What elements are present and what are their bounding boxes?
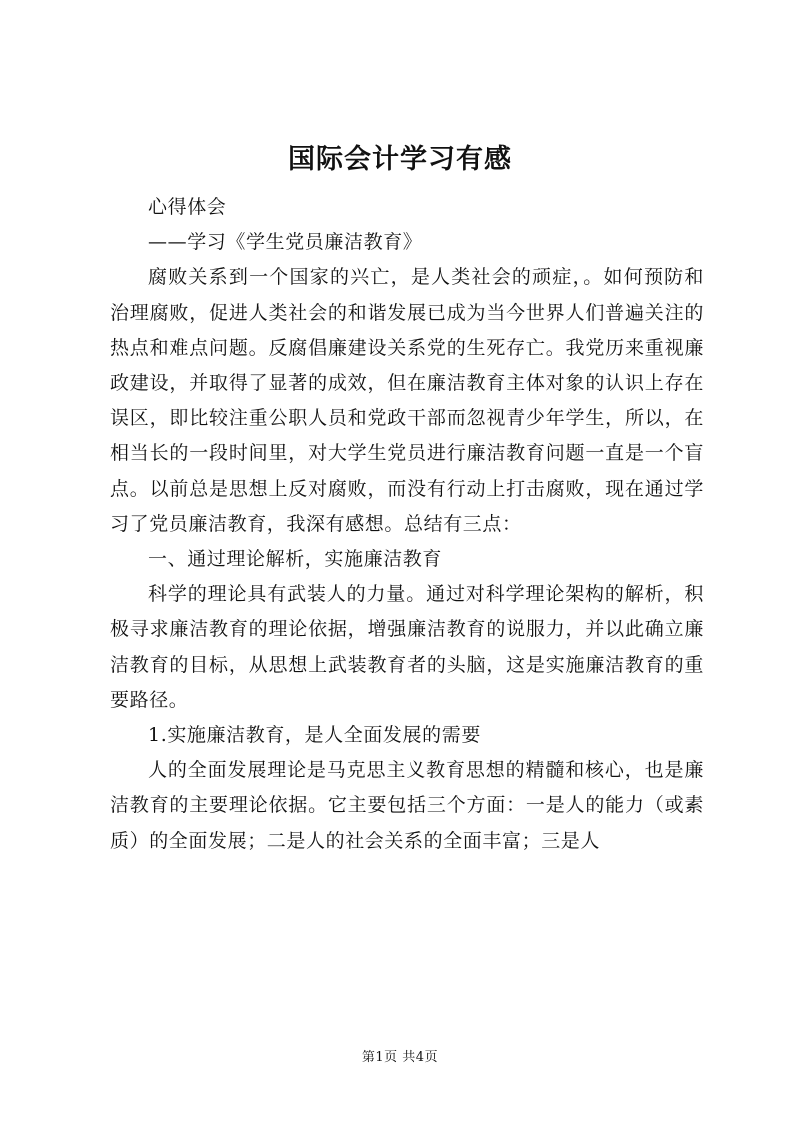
paragraph-theory: 科学的理论具有武装人的力量。通过对科学理论架构的解析，积极寻求廉洁教育的理论依据，增强廉洁教育的说服力，并以此确立廉洁教育的目标，从思想上武装教育者的头脑，这是实施廉洁教育的重要路径。 xyxy=(110,583,704,711)
subsection-heading: 1.实施廉洁教育，是人全面发展的需要 xyxy=(148,724,481,747)
document-body xyxy=(110,190,704,859)
paragraph-development: 人的全面发展理论是马克思主义教育思想的精髓和核心，也是廉洁教育的主要理论依据。它主要包括三个方面：一是人的能力（或素质）的全面发展；二是人的社会关系的全面丰富；三是人 xyxy=(110,759,704,852)
paragraph-intro: 腐败关系到一个国家的兴亡，是人类社会的顽症，。如何预防和治理腐败，促进人类社会的和谐发展已成为当今世界人们普遍关注的热点和难点问题。反腐倡廉建设关系党的生死存亡。我党历来重视廉政建设，并取得了显著的成效，但在廉洁教育主体对象的认识上存在误区，即比较注重公职人员和党政干部而忽视青少年学生，所以，在相当长的一段时间里，对大学生党员进行廉洁教育问题一直是一个盲点。以前总是思想上反对腐败，而没有行动上打击腐败，现在通过学习了党员廉洁教育，我深有感想。总结有三点： xyxy=(110,266,704,535)
page-title: 国际会计学习有感 xyxy=(288,144,512,175)
paragraph-heading-note: 心得体会 xyxy=(148,196,227,218)
page-footer: 第1页 共4页 xyxy=(361,1050,439,1065)
paragraph-subtitle: ——学习《学生党员廉洁教育》 xyxy=(148,231,423,254)
section-heading: 一、通过理论解析，实施廉洁教育 xyxy=(148,548,443,571)
